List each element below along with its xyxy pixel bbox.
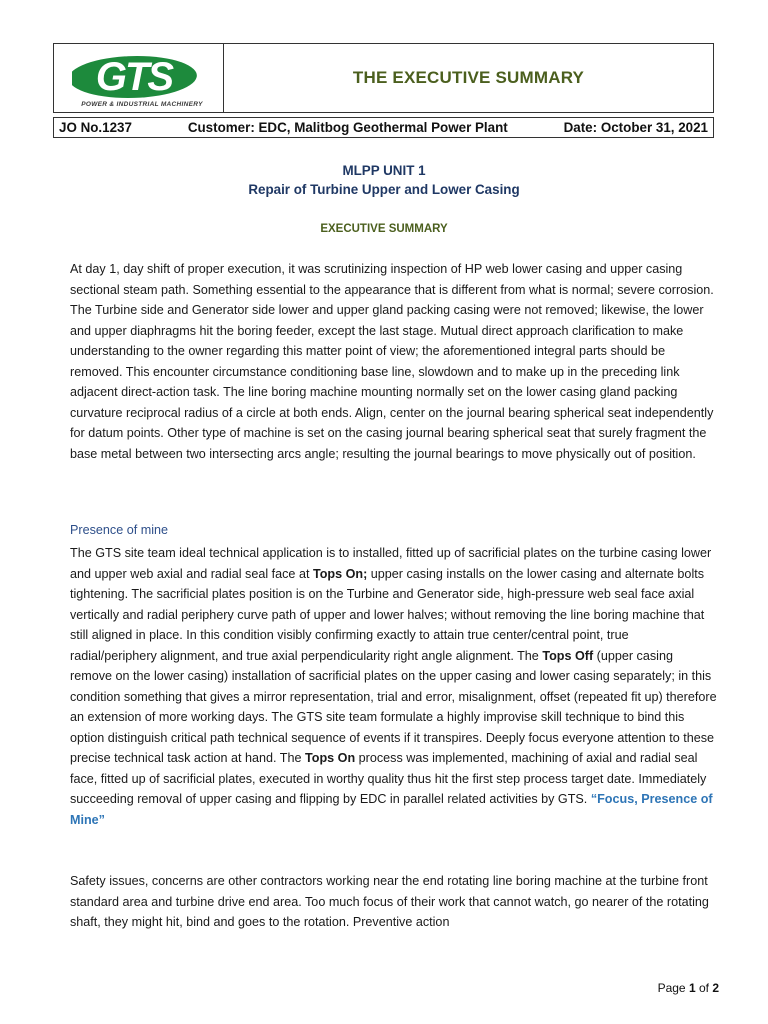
page-word: Page bbox=[657, 981, 689, 995]
tops-on-bold: Tops On; bbox=[312, 566, 368, 581]
paragraph-3: Safety issues, concerns are other contractors working near the end rotating line boring machine at the turbine front standard area and turbine drive end area. Too much focus of their work that cannot watch, go nearer of the rotating shaft, they might hit, bind and goes to the rotation. Preventive action bbox=[70, 874, 709, 929]
date: Date: October 31, 2021 bbox=[563, 120, 708, 135]
logo-subtitle: POWER & INDUSTRIAL MACHINERY bbox=[81, 101, 203, 108]
tops-on-bold: Tops On bbox=[305, 751, 356, 765]
svg-text:GTS: GTS bbox=[95, 55, 173, 99]
paragraph-2 bbox=[70, 543, 718, 830]
page-of: of bbox=[695, 981, 713, 995]
paragraph-2-text: The GTS site team ideal technical application is to installed, fitted up of sacrificial plates on the turbine casing lower and upper web axial and radial seal face at bbox=[70, 546, 712, 581]
presence-heading: Presence of mine bbox=[70, 523, 169, 537]
info-row bbox=[53, 117, 714, 138]
tops-off-bold: Tops Off bbox=[542, 648, 594, 663]
repair-heading: Repair of Turbine Upper and Lower Casing bbox=[248, 182, 520, 197]
paragraph-2-text: upper casing installs on the lower casing and alternate bolts tightening. The sacrificial plates position is on the Turbine and Generator side, high-pressure web seal face axial vertically and radial periphery curve path of upper and lower halves; without removing the line boring machine that still aligned in place. In this condition visibly confirming exactly to attain true center/central point, true radial/periphery alignment, and true axial perpendicularity right angle alignment. The bbox=[70, 566, 705, 663]
gts-logo-icon bbox=[72, 52, 206, 102]
logo bbox=[54, 44, 224, 112]
document-title: THE EXECUTIVE SUMMARY bbox=[352, 68, 585, 87]
paragraph-2-text: process was implemented, machining of axial and radial seal face, fitted up of sacrificial plates, executed in worthy quality thus hit the first step process target date. Immediately succeeding removal of upper casing and flipping by EDC in parallel related activities by GTS. bbox=[70, 751, 707, 806]
page-total: 2 bbox=[712, 981, 719, 995]
customer: Customer: EDC, Malitbog Geothermal Power Plant bbox=[187, 120, 508, 135]
header-table bbox=[53, 43, 714, 113]
paragraph-2-text: (upper casing remove on the lower casing) installation of sacrificial plates on the upper casing and lower casing separately; in this condition something that gives a mirror representation, trial and error, misalignment, offset (repeated fit up) therefore an extension of more working days. The GTS site team formulate a highly improvise skill technique to bind this option distinguish critical path technical sequence of events if it transpires. Deeply focus everyone attention to these precise technical task action at hand. The bbox=[70, 648, 717, 765]
unit-heading: MLPP UNIT 1 bbox=[342, 163, 426, 178]
focus-quote: “Focus, Presence of Mine” bbox=[70, 792, 713, 827]
page-number bbox=[658, 981, 719, 995]
paragraph-1: At day 1, day shift of proper execution, it was scrutinizing inspection of HP web lower casing and upper casing sectional steam path. Something essential to the appearance that is different from what is normal; severe corrosion. The Turbine side and Generator side lower and upper gland packing casing were not removed; likewise, the lower and upper diaphragms hit the boring feeder, except the last stage. Mutual direct approach clarification to make understanding to the owner regarding this matter point of view; the aforementioned integral parts should be removed. This encounter circumstance conditioning base line, slowdown and to make up in the preceding link adjacent direct-action task. The line boring machine mounting normally set on the lower casing gland packing curvature reciprocal radius of a circle at both ends. Align, center on the journal bearing spherical seat independently for datum points. Other type of machine is set on the casing journal bearing spherical seat that surely fragment the base metal between two intersecting arcs angle; resulting the journal bearings to move physically out of position. bbox=[70, 262, 714, 461]
page-current: 1 bbox=[688, 981, 696, 995]
jo-number: JO No.1237 bbox=[59, 120, 132, 135]
executive-summary-heading: EXECUTIVE SUMMARY bbox=[320, 223, 448, 235]
